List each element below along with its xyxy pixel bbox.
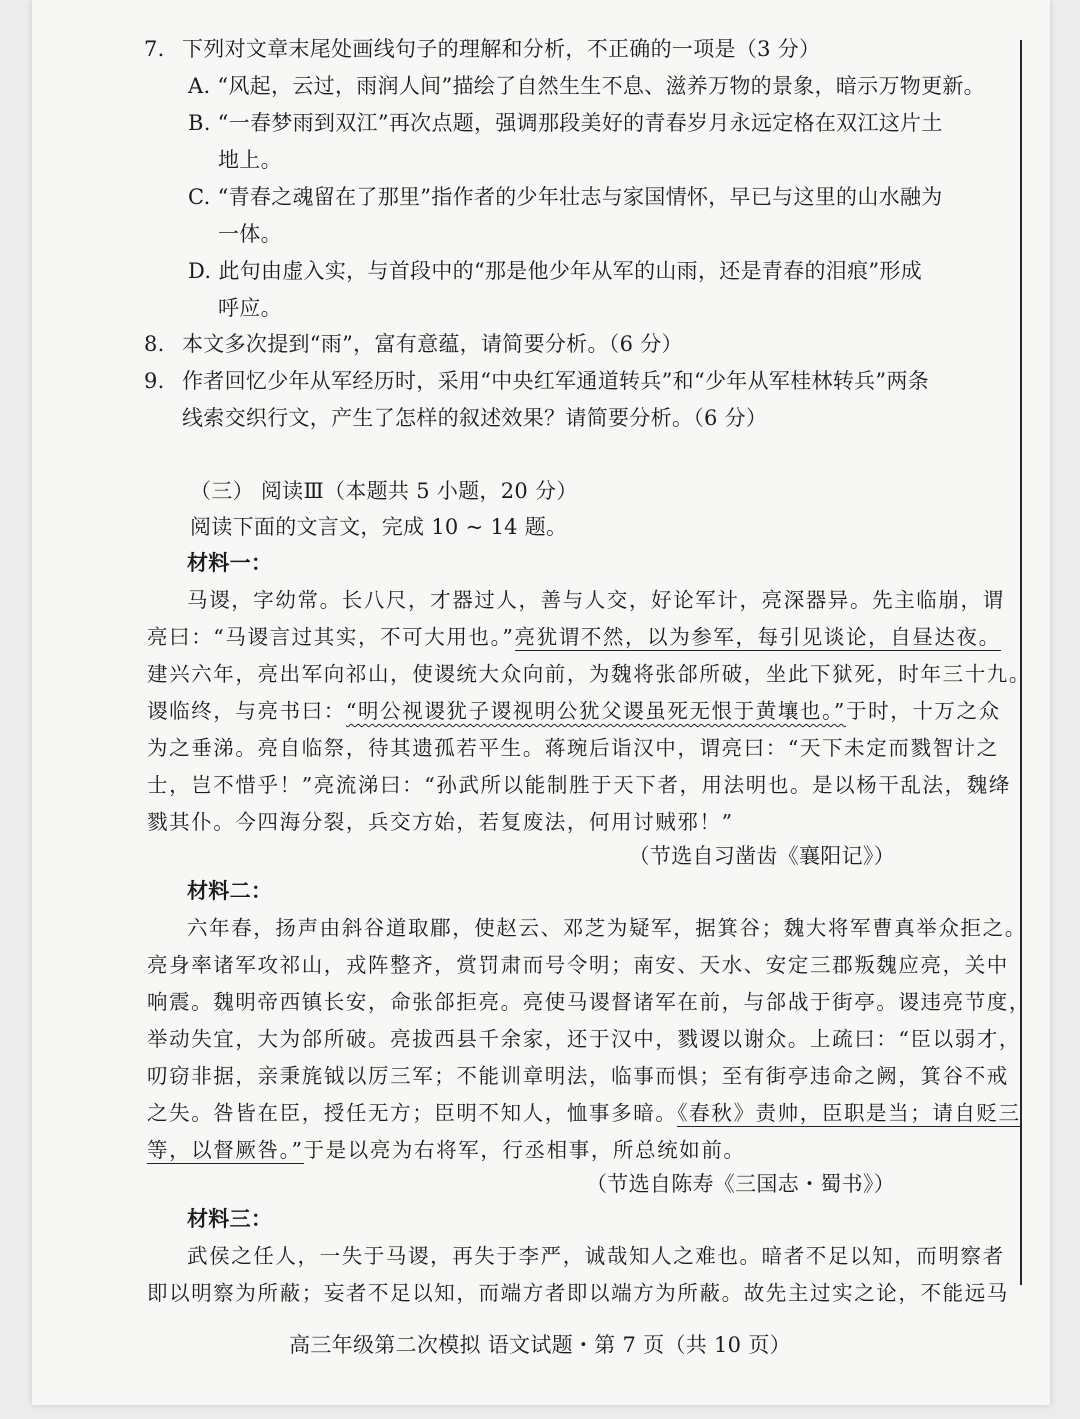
material2-source: （节选自陈寿《三国志・蜀书》）: [586, 1172, 895, 1196]
q7-option-d: D. 此句由虚入实，与首段中的“那是他少年从军的山雨，还是青春的泪痕”形成: [188, 259, 923, 283]
q7-stem: 下列对文章末尾处画线句子的理解和分析，不正确的一项是（3 分）: [182, 37, 821, 61]
q7-option-c: C. “青春之魂留在了那里”指作者的少年壮志与家国情怀，早已与这里的山水融为: [188, 185, 943, 209]
material1-line: 戮其仆。今四海分裂，兵交方始，若复废法，何用讨贼邪！”: [147, 810, 734, 834]
material2-line: 响震。魏明帝西镇长安，命张郃拒亮。亮使马谡督诸军在前，与郃战于街亭。谡违亮节度，: [147, 990, 1031, 1014]
q9-stem-cont: 线索交织行文，产生了怎样的叙述效果？请简要分析。（6 分）: [182, 406, 768, 430]
material3-line: 即以明察为所蔽；妄者不足以知，而端方者即以端方为所蔽。故先主过实之论，不能远马: [147, 1281, 1009, 1305]
material1-underlined-sentence: 亮犹谓不然，以为参军，每引见谈论，自昼达夜。: [514, 625, 1001, 649]
q8-number: 8.: [144, 332, 165, 356]
material2-text: 之失。咎皆在臣，授任无方；臣明不知人，恤事多暗。: [147, 1101, 678, 1125]
material1-line: 为之垂涕。亮自临祭，待其遗孤若平生。蒋琬后诣汉中，谓亮曰：“天下未定而戮智计之: [147, 736, 999, 760]
section-heading: （三） 阅读Ⅲ（本题共 5 小题，20 分）: [190, 479, 578, 503]
material2-underlined-sentence: 等，以督厥咎。”: [147, 1138, 304, 1162]
exam-page: [32, 0, 1050, 1405]
q8-stem: 本文多次提到“雨”，富有意蕴，请简要分析。（6 分）: [182, 332, 683, 356]
material2-line: 举动失宜，大为郃所破。亮拔西县千余家，还于汉中，戮谡以谢众。上疏曰：“臣以弱才，: [147, 1027, 1021, 1051]
material1-text: 于时，十万之众: [846, 699, 1001, 723]
material2-line: 亮身率诸军攻祁山，戎阵整齐，赏罚肃而号令明；南安、天水、安定三郡叛魏应亮，关中: [147, 953, 1009, 977]
q7-option-c-cont: 一体。: [218, 222, 282, 246]
q7-option-a: A. “风起，云过，雨润人间”描绘了自然生生不息、滋养万物的景象，暗示万物更新。: [188, 74, 985, 98]
q7-option-b-cont: 地上。: [218, 148, 282, 172]
material2-line: 叨窃非据，亲秉旄钺以厉三军；不能训章明法，临事而惧；至有街亭违命之阙，箕谷不戒: [147, 1064, 1009, 1088]
material1-line: [147, 622, 1001, 652]
material1-line: 马谡，字幼常。长八尺，才器过人，善与人交，好论军计，亮深器异。先主临崩，谓: [187, 588, 1005, 612]
material1-line: [147, 696, 1001, 726]
material2-line: 六年春，扬声由斜谷道取郿，使赵云、邓芝为疑军，据箕谷；魏大将军曹真举众拒之。: [187, 916, 1027, 940]
material2-underlined-sentence: 《春秋》责帅，臣职是当；请自贬三: [677, 1101, 1021, 1125]
q7-option-b: B. “一春梦雨到双江”再次点题，强调那段美好的青春岁月永远定格在双江这片土: [188, 111, 943, 135]
page-footer: 高三年级第二次模拟 语文试题・第 7 页（共 10 页）: [289, 1333, 791, 1357]
q9-number: 9.: [144, 369, 165, 393]
material1-text: 谡临终，与亮书曰：: [147, 699, 346, 723]
material2-line: [147, 1098, 1021, 1128]
q7-number: 7.: [144, 37, 165, 61]
material1-wavy-sentence: “明公视谡犹子谡视明公犹父谡虽死无恨于黄壤也。”: [345, 699, 847, 723]
material1-text: 亮曰：“马谡言过其实，不可大用也。”: [147, 625, 515, 649]
material2-line: [147, 1135, 746, 1165]
material1-line: 建兴六年，亮出军向祁山，使谡统大众向前，为魏将张郃所破，坐此下狱死，时年三十九。: [147, 662, 1031, 686]
material1-label: 材料一：: [187, 550, 273, 575]
q9-stem: 作者回忆少年从军经历时，采用“中央红军通道转兵”和“少年从军桂林转兵”两条: [182, 369, 930, 393]
material2-text: 于是以亮为右将军，行丞相事，所总统如前。: [303, 1138, 746, 1162]
material3-line: 武侯之任人，一失于马谡，再失于李严，诚哉知人之难也。暗者不足以知，而明察者: [187, 1244, 1005, 1268]
q7-option-d-cont: 呼应。: [218, 296, 282, 320]
section-instruction: 阅读下面的文言文，完成 10 ~ 14 题。: [190, 515, 568, 539]
material1-line: 士，岂不惜乎！”亮流涕曰：“孙武所以能制胜于天下者，用法明也。是以杨干乱法，魏绛: [147, 773, 1011, 797]
material2-label: 材料二：: [187, 878, 273, 903]
material1-source: （节选自习凿齿《襄阳记》）: [628, 844, 895, 868]
material3-label: 材料三：: [187, 1206, 273, 1231]
